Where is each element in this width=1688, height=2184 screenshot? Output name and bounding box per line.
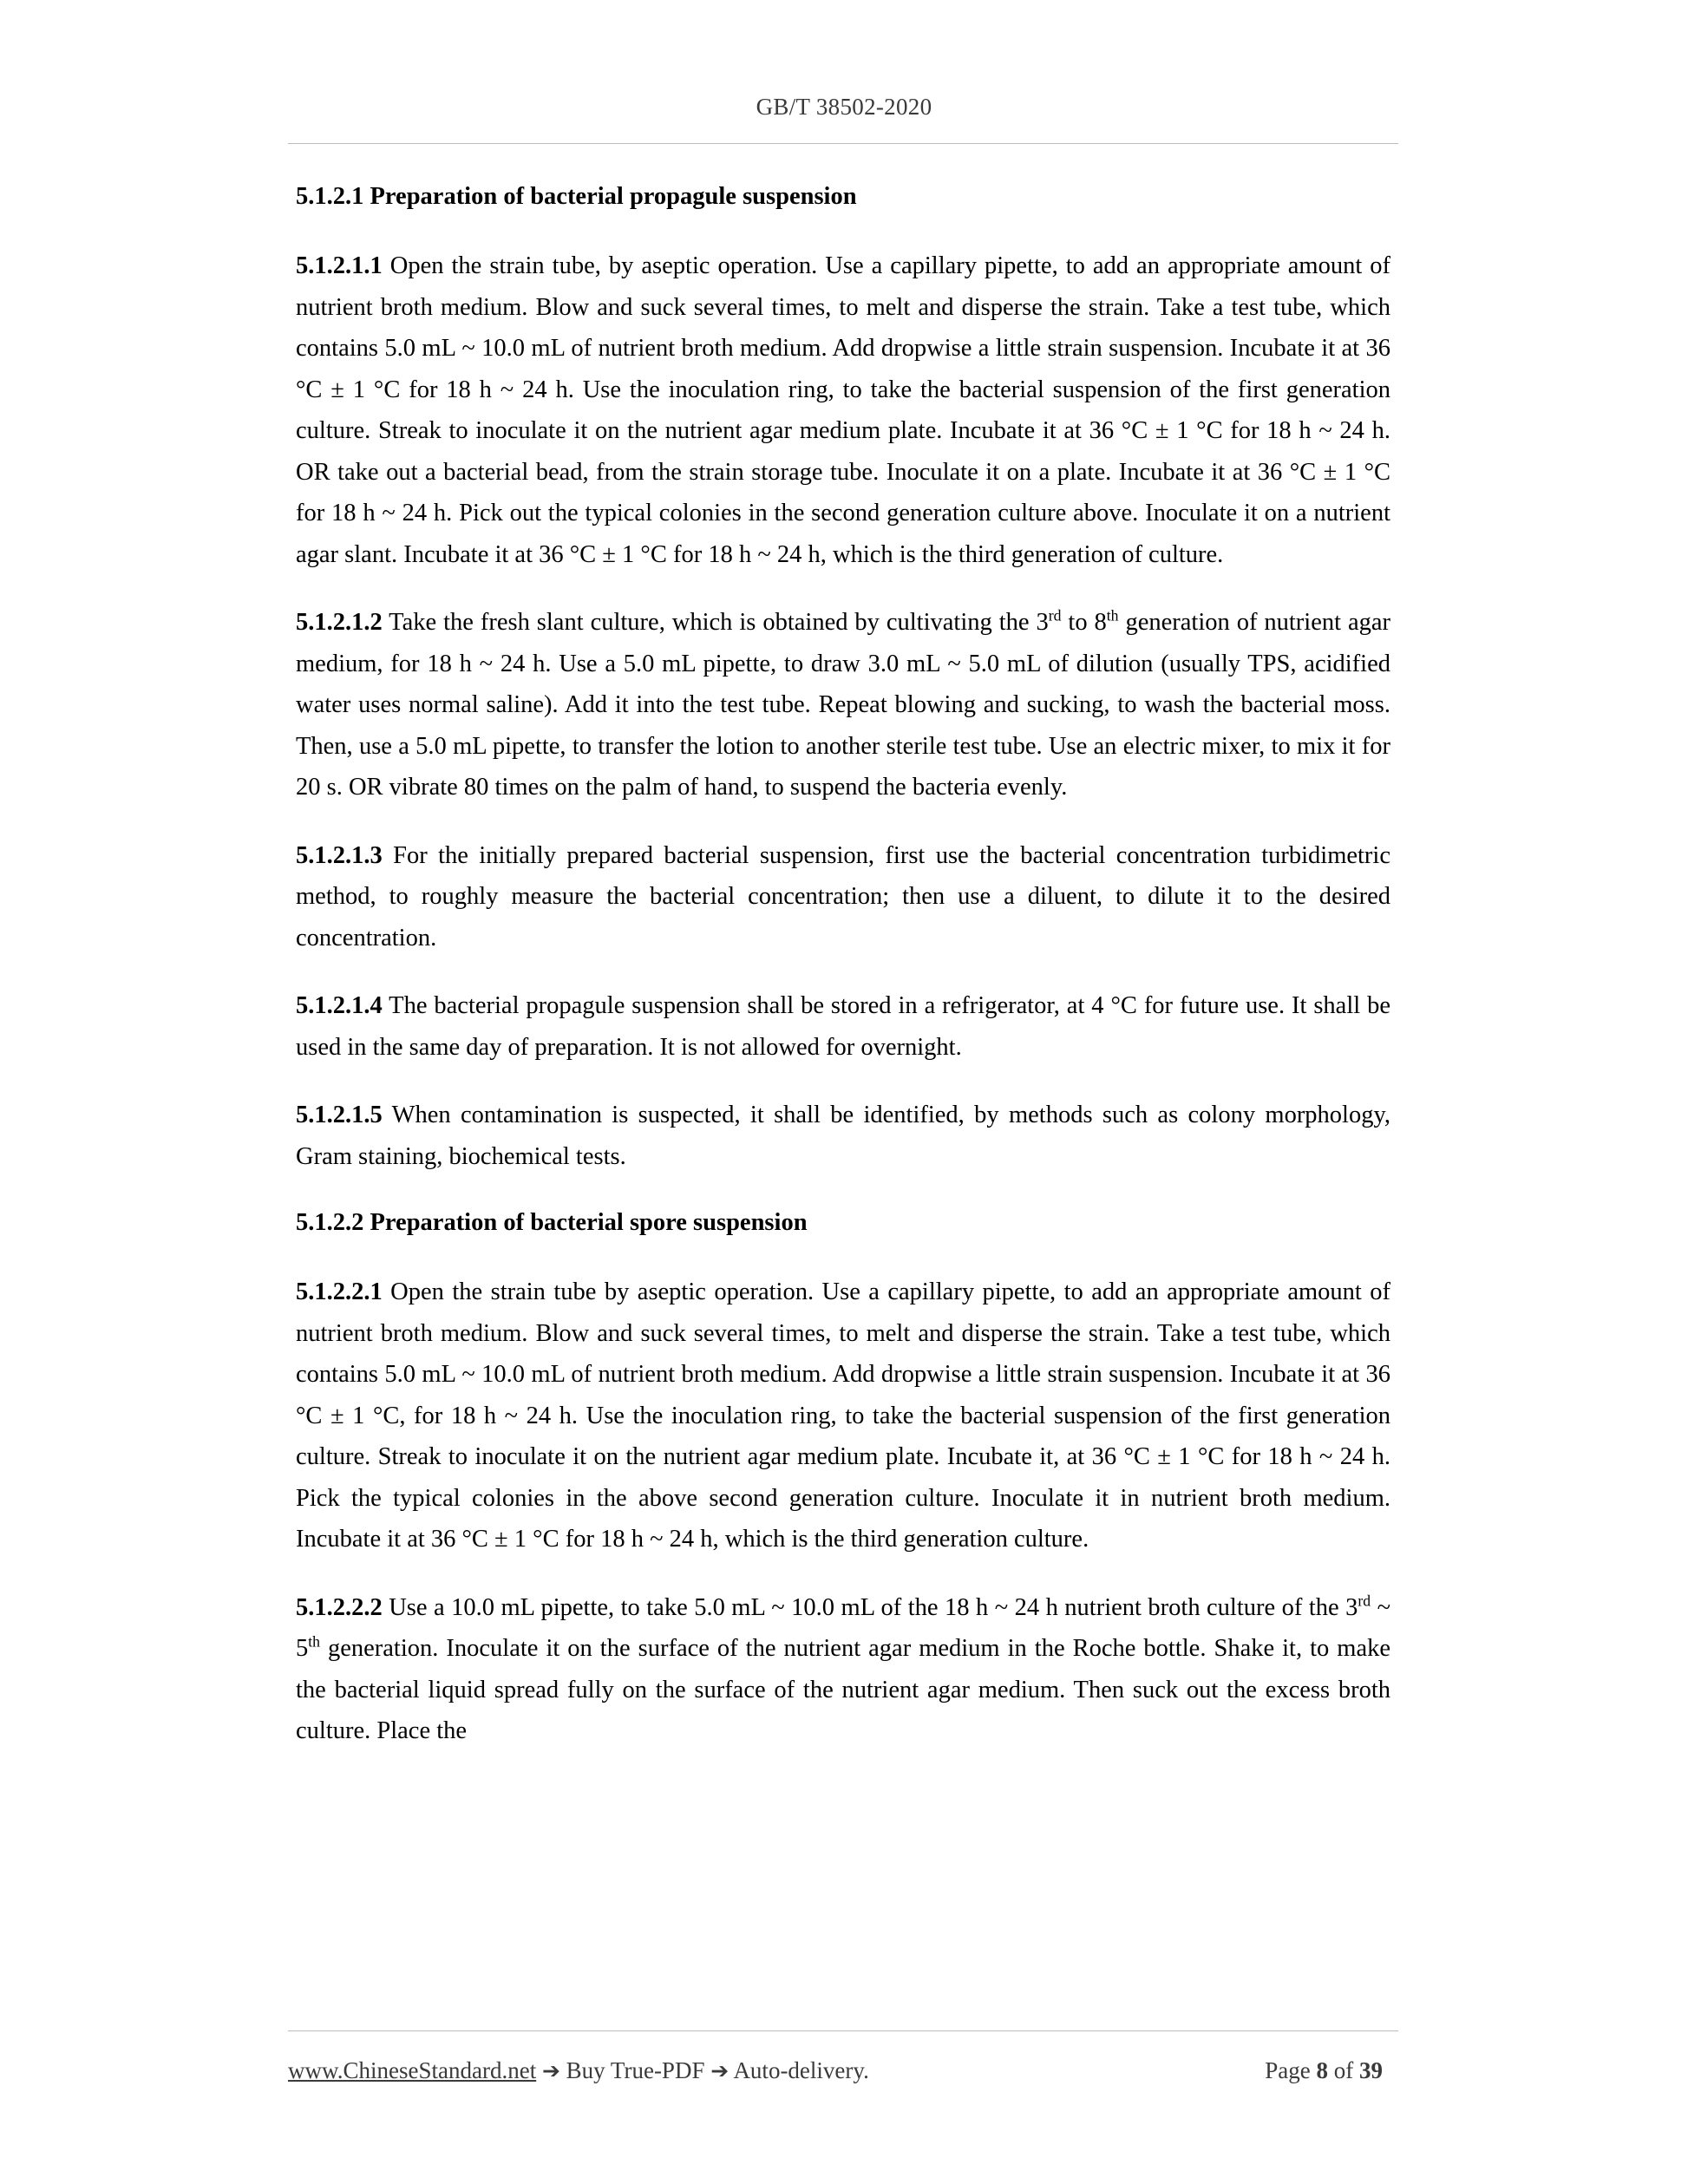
page-label: Page bbox=[1265, 2057, 1311, 2083]
website-link[interactable]: www.ChineseStandard.net bbox=[288, 2057, 537, 2083]
paragraph-5-1-2-2-1: 5.1.2.2.1 Open the strain tube by aseptic operation. Use a capillary pipette, to add an appropriate amount of nutrient broth medium. Blow and suck several times, to melt and disperse the strain. Take a test tube, which contains 5.0 mL ~ 10.0 mL of nutrient broth medium. Add dropwise a little strain suspension. Incubate it at 36 °C ± 1 °C, for 18 h ~ 24 h. Use the inoculation ring, to take the bacterial suspension of the first generation culture. Streak to inoculate it on the nutrient agar medium plate. Incubate it, at 36 °C ± 1 °C for 18 h ~ 24 h. Pick the typical colonies in the above second generation culture. Inoculate it in nutrient broth medium. Incubate it at 36 °C ± 1 °C for 18 h ~ 24 h, which is the third generation culture. bbox=[296, 1278, 1390, 1553]
paragraph-number: 5.1.2.2.1 bbox=[296, 1278, 383, 1305]
section-heading-5-1-2-2 bbox=[296, 1204, 1390, 1242]
paragraph-number: 5.1.2.2.2 bbox=[296, 1593, 383, 1621]
page-indicator bbox=[1265, 2057, 1398, 2084]
section-title: Preparation of bacterial spore suspension bbox=[370, 1209, 808, 1236]
footer-divider bbox=[288, 2030, 1398, 2031]
header-divider bbox=[288, 143, 1398, 144]
arrow-right-icon-2: ➔ bbox=[710, 2058, 730, 2083]
paragraph-5-1-2-1-3: 5.1.2.1.3 For the initially prepared bacterial suspension, first use the bacterial concentration turbidimetric method, to roughly measure the bacterial concentration; then use a diluent, to dilute it to the desired concentration. bbox=[296, 841, 1390, 951]
paragraph-5-1-2-1-2: 5.1.2.1.2 Take the fresh slant culture, which is obtained by cultivating the 3rd to 8th generation of nutrient agar medium, for 18 h ~ 24 h. Use a 5.0 mL pipette, to draw 3.0 mL ~ 5.0 mL of dilution (usually TPS, acidified water uses normal saline). Add it into the test tube. Repeat blowing and sucking, to wash the bacterial moss. Then, use a 5.0 mL pipette, to transfer the lotion to another sterile test tube. Use an electric mixer, to mix it for 20 s. OR vibrate 80 times on the palm of hand, to suspend the bacteria evenly. bbox=[296, 606, 1391, 801]
section-number: 5.1.2.1 bbox=[296, 183, 364, 210]
page-header: GB/T 38502-2020 bbox=[756, 94, 932, 120]
paragraph-5-1-2-1-1: 5.1.2.1.1 Open the strain tube, by aseptic operation. Use a capillary pipette, to add an appropriate amount of nutrient broth medium. Blow and suck several times, to melt and disperse the strain. Take a test tube, which contains 5.0 mL ~ 10.0 mL of nutrient broth medium. Add dropwise a little strain suspension. Incubate it at 36 °C ± 1 °C for 18 h ~ 24 h. Use the inoculation ring, to take the bacterial suspension of the first generation culture. Streak to inoculate it on the nutrient agar medium plate. Incubate it at 36 °C ± 1 °C for 18 h ~ 24 h. OR take out a bacterial bead, from the strain storage tube. Inoculate it on a plate. Incubate it at 36 °C ± 1 °C for 18 h ~ 24 h. Pick out the typical colonies in the second generation culture above. Inoculate it on a nutrient agar slant. Incubate it at 36 °C ± 1 °C for 18 h ~ 24 h, which is the third generation of culture. bbox=[296, 252, 1390, 568]
paragraph-5-1-2-2-2: 5.1.2.2.2 Use a 10.0 mL pipette, to take 5.0 mL ~ 10.0 mL of the 18 h ~ 24 h nutrient broth culture of the 3rd ~ 5th generation. Inoculate it on the surface of the nutrient agar medium in the Roche bottle. Shake it, to make the bacterial liquid spread fully on the surface of the nutrient agar medium. Then suck out the excess broth culture. Place the bbox=[296, 1592, 1390, 1744]
delivery-text: Auto-delivery. bbox=[733, 2057, 869, 2083]
buy-link[interactable]: Buy True-PDF bbox=[566, 2057, 705, 2083]
paragraph-number: 5.1.2.1.1 bbox=[296, 252, 383, 279]
paragraph-number: 5.1.2.1.4 bbox=[296, 992, 383, 1019]
paragraph-number: 5.1.2.1.3 bbox=[296, 841, 383, 869]
section-title: Preparation of bacterial propagule suspension bbox=[370, 183, 857, 210]
arrow-right-icon: ➔ bbox=[541, 2058, 560, 2083]
paragraph-number: 5.1.2.1.5 bbox=[296, 1102, 383, 1128]
section-heading-5-1-2-1 bbox=[296, 178, 1390, 216]
page-number: 8 bbox=[1316, 2057, 1328, 2083]
page-total: 39 bbox=[1359, 2057, 1383, 2083]
footer-links bbox=[288, 2057, 869, 2084]
section-number: 5.1.2.2 bbox=[296, 1209, 364, 1236]
paragraph-number: 5.1.2.1.2 bbox=[296, 609, 383, 636]
document-body bbox=[296, 178, 1390, 1752]
of-label: of bbox=[1333, 2057, 1354, 2083]
paragraph-5-1-2-1-4: 5.1.2.1.4 The bacterial propagule suspension shall be stored in a refrigerator, at 4 °C for future use. It shall be used in the same day of preparation. It is not allowed for overnight. bbox=[296, 992, 1390, 1061]
page-footer bbox=[288, 2057, 1398, 2084]
paragraph-5-1-2-1-5: 5.1.2.1.5 When contamination is suspected, it shall be identified, by methods such as colony morphology, Gram staining, biochemical tests. bbox=[296, 1102, 1390, 1170]
